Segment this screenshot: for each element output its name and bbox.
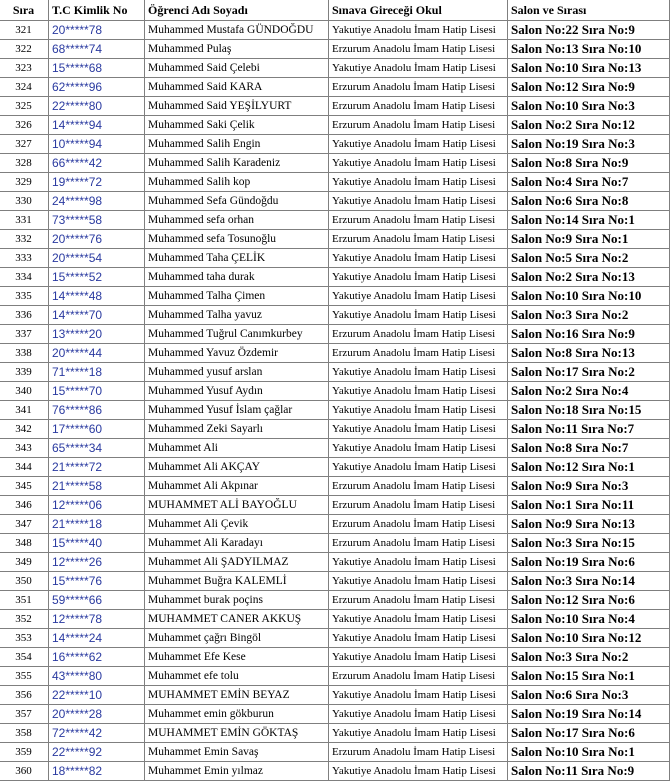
table-row (0, 420, 670, 439)
tc-cell: 20*****54 (49, 249, 145, 268)
salon-cell: Salon No:18 Sıra No:15 (508, 401, 670, 420)
student-name-cell: Muhammed Yusuf Aydın (145, 382, 329, 401)
header-school: Sınava Gireceği Okul (329, 0, 508, 21)
table-row (0, 648, 670, 667)
student-name-cell: Muhammed Zeki Sayarlı (145, 420, 329, 439)
student-name-cell: Muhammed sefa Tosunoğlu (145, 230, 329, 249)
table-row (0, 534, 670, 553)
salon-cell: Salon No:3 Sıra No:14 (508, 572, 670, 591)
salon-cell: Salon No:17 Sıra No:6 (508, 724, 670, 743)
salon-cell: Salon No:3 Sıra No:15 (508, 534, 670, 553)
tc-cell: 15*****52 (49, 268, 145, 287)
student-name-cell: Muhammed Sefa Gündoğdu (145, 192, 329, 211)
salon-cell: Salon No:8 Sıra No:13 (508, 344, 670, 363)
table-row (0, 686, 670, 705)
sira-cell: 350 (0, 572, 49, 591)
tc-cell: 17*****60 (49, 420, 145, 439)
salon-cell: Salon No:9 Sıra No:3 (508, 477, 670, 496)
table-row (0, 21, 670, 40)
table-row (0, 610, 670, 629)
student-name-cell: Muhammed taha durak (145, 268, 329, 287)
student-name-cell: Muhammet Ali Çevik (145, 515, 329, 534)
sira-cell: 331 (0, 211, 49, 230)
table-row (0, 325, 670, 344)
student-name-cell: Muhammet Emin Savaş (145, 743, 329, 762)
tc-cell: 20*****28 (49, 705, 145, 724)
student-name-cell: Muhammed Salih Karadeniz (145, 154, 329, 173)
sira-cell: 321 (0, 21, 49, 40)
student-name-cell: Muhammed Talha Çimen (145, 287, 329, 306)
table-row (0, 572, 670, 591)
table-row (0, 762, 670, 781)
table-row (0, 173, 670, 192)
sira-cell: 323 (0, 59, 49, 78)
table-row (0, 78, 670, 97)
tc-cell: 22*****10 (49, 686, 145, 705)
tc-cell: 18*****82 (49, 762, 145, 781)
sira-cell: 327 (0, 135, 49, 154)
student-name-cell: Muhammet burak poçins (145, 591, 329, 610)
school-cell: Yakutiye Anadolu İmam Hatip Lisesi (329, 363, 508, 382)
school-cell: Yakutiye Anadolu İmam Hatip Lisesi (329, 173, 508, 192)
tc-cell: 12*****78 (49, 610, 145, 629)
tc-cell: 20*****78 (49, 21, 145, 40)
table-row (0, 458, 670, 477)
sira-cell: 348 (0, 534, 49, 553)
sira-cell: 322 (0, 40, 49, 59)
header-sira: Sıra (0, 0, 49, 21)
student-name-cell: Muhammed Salih Engin (145, 135, 329, 154)
salon-cell: Salon No:8 Sıra No:7 (508, 439, 670, 458)
school-cell: Yakutiye Anadolu İmam Hatip Lisesi (329, 724, 508, 743)
sira-cell: 332 (0, 230, 49, 249)
school-cell: Erzurum Anadolu İmam Hatip Lisesi (329, 477, 508, 496)
salon-cell: Salon No:17 Sıra No:2 (508, 363, 670, 382)
tc-cell: 68*****74 (49, 40, 145, 59)
sira-cell: 345 (0, 477, 49, 496)
table-row (0, 59, 670, 78)
school-cell: Erzurum Anadolu İmam Hatip Lisesi (329, 667, 508, 686)
tc-cell: 21*****18 (49, 515, 145, 534)
salon-cell: Salon No:14 Sıra No:1 (508, 211, 670, 230)
student-name-cell: Muhammet Buğra KALEMLİ (145, 572, 329, 591)
tc-cell: 15*****68 (49, 59, 145, 78)
sira-cell: 354 (0, 648, 49, 667)
student-name-cell: Muhammed yusuf arslan (145, 363, 329, 382)
salon-cell: Salon No:8 Sıra No:9 (508, 154, 670, 173)
sira-cell: 344 (0, 458, 49, 477)
student-name-cell: Muhammet Ali (145, 439, 329, 458)
sira-cell: 358 (0, 724, 49, 743)
student-name-cell: Muhammet emin gökburun (145, 705, 329, 724)
sira-cell: 334 (0, 268, 49, 287)
school-cell: Yakutiye Anadolu İmam Hatip Lisesi (329, 705, 508, 724)
salon-cell: Salon No:10 Sıra No:4 (508, 610, 670, 629)
sira-cell: 325 (0, 97, 49, 116)
table-row (0, 211, 670, 230)
student-name-cell: Muhammet Emin yılmaz (145, 762, 329, 781)
salon-cell: Salon No:13 Sıra No:10 (508, 40, 670, 59)
salon-cell: Salon No:4 Sıra No:7 (508, 173, 670, 192)
table-row (0, 667, 670, 686)
sira-cell: 351 (0, 591, 49, 610)
header-tc: T.C Kimlik No (49, 0, 145, 21)
school-cell: Yakutiye Anadolu İmam Hatip Lisesi (329, 306, 508, 325)
tc-cell: 10*****94 (49, 135, 145, 154)
sira-cell: 337 (0, 325, 49, 344)
salon-cell: Salon No:9 Sıra No:13 (508, 515, 670, 534)
tc-cell: 20*****44 (49, 344, 145, 363)
salon-cell: Salon No:2 Sıra No:13 (508, 268, 670, 287)
student-name-cell: Muhammet Ali Karadayı (145, 534, 329, 553)
tc-cell: 15*****76 (49, 572, 145, 591)
school-cell: Erzurum Anadolu İmam Hatip Lisesi (329, 591, 508, 610)
sira-cell: 353 (0, 629, 49, 648)
student-name-cell: Muhammed Saki Çelik (145, 116, 329, 135)
salon-cell: Salon No:5 Sıra No:2 (508, 249, 670, 268)
school-cell: Yakutiye Anadolu İmam Hatip Lisesi (329, 686, 508, 705)
student-name-cell: Muhammed Said Çelebi (145, 59, 329, 78)
sira-cell: 333 (0, 249, 49, 268)
tc-cell: 14*****48 (49, 287, 145, 306)
school-cell: Yakutiye Anadolu İmam Hatip Lisesi (329, 192, 508, 211)
sira-cell: 347 (0, 515, 49, 534)
school-cell: Yakutiye Anadolu İmam Hatip Lisesi (329, 154, 508, 173)
school-cell: Yakutiye Anadolu İmam Hatip Lisesi (329, 553, 508, 572)
sira-cell: 352 (0, 610, 49, 629)
sira-cell: 359 (0, 743, 49, 762)
salon-cell: Salon No:12 Sıra No:9 (508, 78, 670, 97)
school-cell: Yakutiye Anadolu İmam Hatip Lisesi (329, 287, 508, 306)
school-cell: Yakutiye Anadolu İmam Hatip Lisesi (329, 401, 508, 420)
tc-cell: 59*****66 (49, 591, 145, 610)
table-row (0, 553, 670, 572)
table-row (0, 230, 670, 249)
tc-cell: 73*****58 (49, 211, 145, 230)
student-name-cell: Muhammed Mustafa GÜNDOĞDU (145, 21, 329, 40)
school-cell: Yakutiye Anadolu İmam Hatip Lisesi (329, 382, 508, 401)
table-row (0, 363, 670, 382)
sira-cell: 329 (0, 173, 49, 192)
student-name-cell: Muhammed sefa orhan (145, 211, 329, 230)
school-cell: Erzurum Anadolu İmam Hatip Lisesi (329, 325, 508, 344)
table-row (0, 268, 670, 287)
table-row (0, 192, 670, 211)
tc-cell: 24*****98 (49, 192, 145, 211)
tc-cell: 19*****72 (49, 173, 145, 192)
school-cell: Erzurum Anadolu İmam Hatip Lisesi (329, 40, 508, 59)
school-cell: Yakutiye Anadolu İmam Hatip Lisesi (329, 648, 508, 667)
tc-cell: 14*****94 (49, 116, 145, 135)
salon-cell: Salon No:2 Sıra No:12 (508, 116, 670, 135)
table-row (0, 40, 670, 59)
school-cell: Erzurum Anadolu İmam Hatip Lisesi (329, 344, 508, 363)
table-row (0, 306, 670, 325)
school-cell: Erzurum Anadolu İmam Hatip Lisesi (329, 116, 508, 135)
school-cell: Yakutiye Anadolu İmam Hatip Lisesi (329, 439, 508, 458)
sira-cell: 330 (0, 192, 49, 211)
sira-cell: 343 (0, 439, 49, 458)
tc-cell: 14*****24 (49, 629, 145, 648)
table-row (0, 591, 670, 610)
school-cell: Erzurum Anadolu İmam Hatip Lisesi (329, 211, 508, 230)
sira-cell: 324 (0, 78, 49, 97)
tc-cell: 12*****06 (49, 496, 145, 515)
student-name-cell: Muhammet Ali ŞADYILMAZ (145, 553, 329, 572)
tc-cell: 15*****40 (49, 534, 145, 553)
tc-cell: 71*****18 (49, 363, 145, 382)
school-cell: Yakutiye Anadolu İmam Hatip Lisesi (329, 59, 508, 78)
sira-cell: 349 (0, 553, 49, 572)
salon-cell: Salon No:2 Sıra No:4 (508, 382, 670, 401)
salon-cell: Salon No:12 Sıra No:1 (508, 458, 670, 477)
tc-cell: 62*****96 (49, 78, 145, 97)
salon-cell: Salon No:15 Sıra No:1 (508, 667, 670, 686)
tc-cell: 20*****76 (49, 230, 145, 249)
salon-cell: Salon No:11 Sıra No:9 (508, 762, 670, 781)
student-name-cell: Muhammed Talha yavuz (145, 306, 329, 325)
school-cell: Erzurum Anadolu İmam Hatip Lisesi (329, 97, 508, 116)
school-cell: Yakutiye Anadolu İmam Hatip Lisesi (329, 135, 508, 154)
salon-cell: Salon No:10 Sıra No:13 (508, 59, 670, 78)
tc-cell: 43*****80 (49, 667, 145, 686)
student-name-cell: MUHAMMET EMİN BEYAZ (145, 686, 329, 705)
table-row (0, 496, 670, 515)
salon-cell: Salon No:3 Sıra No:2 (508, 648, 670, 667)
tc-cell: 72*****42 (49, 724, 145, 743)
student-name-cell: MUHAMMET ALİ BAYOĞLU (145, 496, 329, 515)
tc-cell: 21*****72 (49, 458, 145, 477)
student-name-cell: Muhammet Ali AKÇAY (145, 458, 329, 477)
sira-cell: 336 (0, 306, 49, 325)
sira-cell: 356 (0, 686, 49, 705)
student-name-cell: Muhammed Pulaş (145, 40, 329, 59)
salon-cell: Salon No:16 Sıra No:9 (508, 325, 670, 344)
student-name-cell: Muhammet efe tolu (145, 667, 329, 686)
sira-cell: 328 (0, 154, 49, 173)
sira-cell: 326 (0, 116, 49, 135)
salon-cell: Salon No:11 Sıra No:7 (508, 420, 670, 439)
school-cell: Yakutiye Anadolu İmam Hatip Lisesi (329, 572, 508, 591)
student-name-cell: Muhammet çağrı Bingöl (145, 629, 329, 648)
tc-cell: 22*****92 (49, 743, 145, 762)
student-name-cell: Muhammed Yusuf İslam çağlar (145, 401, 329, 420)
school-cell: Erzurum Anadolu İmam Hatip Lisesi (329, 78, 508, 97)
school-cell: Erzurum Anadolu İmam Hatip Lisesi (329, 743, 508, 762)
salon-cell: Salon No:6 Sıra No:8 (508, 192, 670, 211)
school-cell: Erzurum Anadolu İmam Hatip Lisesi (329, 496, 508, 515)
tc-cell: 21*****58 (49, 477, 145, 496)
salon-cell: Salon No:9 Sıra No:1 (508, 230, 670, 249)
tc-cell: 22*****80 (49, 97, 145, 116)
salon-cell: Salon No:10 Sıra No:10 (508, 287, 670, 306)
salon-cell: Salon No:1 Sıra No:11 (508, 496, 670, 515)
tc-cell: 14*****70 (49, 306, 145, 325)
header-row (0, 0, 670, 21)
school-cell: Erzurum Anadolu İmam Hatip Lisesi (329, 534, 508, 553)
sira-cell: 342 (0, 420, 49, 439)
table-row (0, 154, 670, 173)
salon-cell: Salon No:10 Sıra No:1 (508, 743, 670, 762)
tc-cell: 65*****34 (49, 439, 145, 458)
tc-cell: 13*****20 (49, 325, 145, 344)
school-cell: Erzurum Anadolu İmam Hatip Lisesi (329, 230, 508, 249)
table-row (0, 249, 670, 268)
school-cell: Yakutiye Anadolu İmam Hatip Lisesi (329, 249, 508, 268)
table-row (0, 401, 670, 420)
salon-cell: Salon No:19 Sıra No:3 (508, 135, 670, 154)
table-row (0, 477, 670, 496)
table-row (0, 724, 670, 743)
student-name-cell: Muhammed Tuğrul Canımkurbey (145, 325, 329, 344)
school-cell: Yakutiye Anadolu İmam Hatip Lisesi (329, 458, 508, 477)
salon-cell: Salon No:12 Sıra No:6 (508, 591, 670, 610)
header-name: Öğrenci Adı Soyadı (145, 0, 329, 21)
table-row (0, 287, 670, 306)
table-row (0, 135, 670, 154)
student-name-cell: MUHAMMET EMİN GÖKTAŞ (145, 724, 329, 743)
table-row (0, 382, 670, 401)
tc-cell: 12*****26 (49, 553, 145, 572)
salon-cell: Salon No:22 Sıra No:9 (508, 21, 670, 40)
table-row (0, 344, 670, 363)
school-cell: Yakutiye Anadolu İmam Hatip Lisesi (329, 420, 508, 439)
student-name-cell: Muhammed Taha ÇELİK (145, 249, 329, 268)
table-row (0, 515, 670, 534)
table-row (0, 439, 670, 458)
tc-cell: 15*****70 (49, 382, 145, 401)
student-name-cell: Muhammed Said KARA (145, 78, 329, 97)
tc-cell: 66*****42 (49, 154, 145, 173)
school-cell: Yakutiye Anadolu İmam Hatip Lisesi (329, 21, 508, 40)
table-row (0, 743, 670, 762)
table-row (0, 97, 670, 116)
sira-cell: 346 (0, 496, 49, 515)
table-row (0, 116, 670, 135)
school-cell: Yakutiye Anadolu İmam Hatip Lisesi (329, 268, 508, 287)
student-name-cell: Muhammet Efe Kese (145, 648, 329, 667)
sira-cell: 341 (0, 401, 49, 420)
student-name-cell: MUHAMMET CANER AKKUŞ (145, 610, 329, 629)
school-cell: Yakutiye Anadolu İmam Hatip Lisesi (329, 610, 508, 629)
sira-cell: 357 (0, 705, 49, 724)
salon-cell: Salon No:19 Sıra No:14 (508, 705, 670, 724)
student-name-cell: Muhammed Said YEŞİLYURT (145, 97, 329, 116)
salon-cell: Salon No:10 Sıra No:12 (508, 629, 670, 648)
sira-cell: 360 (0, 762, 49, 781)
salon-cell: Salon No:3 Sıra No:2 (508, 306, 670, 325)
student-name-cell: Muhammet Ali Akpınar (145, 477, 329, 496)
student-name-cell: Muhammed Salih kop (145, 173, 329, 192)
sira-cell: 338 (0, 344, 49, 363)
salon-cell: Salon No:10 Sıra No:3 (508, 97, 670, 116)
table-row (0, 629, 670, 648)
tc-cell: 76*****86 (49, 401, 145, 420)
header-salon: Salon ve Sırası (508, 0, 670, 21)
student-name-cell: Muhammed Yavuz Özdemir (145, 344, 329, 363)
tc-cell: 16*****62 (49, 648, 145, 667)
table-row (0, 705, 670, 724)
salon-cell: Salon No:6 Sıra No:3 (508, 686, 670, 705)
sira-cell: 340 (0, 382, 49, 401)
sira-cell: 335 (0, 287, 49, 306)
school-cell: Yakutiye Anadolu İmam Hatip Lisesi (329, 762, 508, 781)
salon-cell: Salon No:19 Sıra No:6 (508, 553, 670, 572)
school-cell: Erzurum Anadolu İmam Hatip Lisesi (329, 515, 508, 534)
school-cell: Yakutiye Anadolu İmam Hatip Lisesi (329, 629, 508, 648)
sira-cell: 355 (0, 667, 49, 686)
sira-cell: 339 (0, 363, 49, 382)
